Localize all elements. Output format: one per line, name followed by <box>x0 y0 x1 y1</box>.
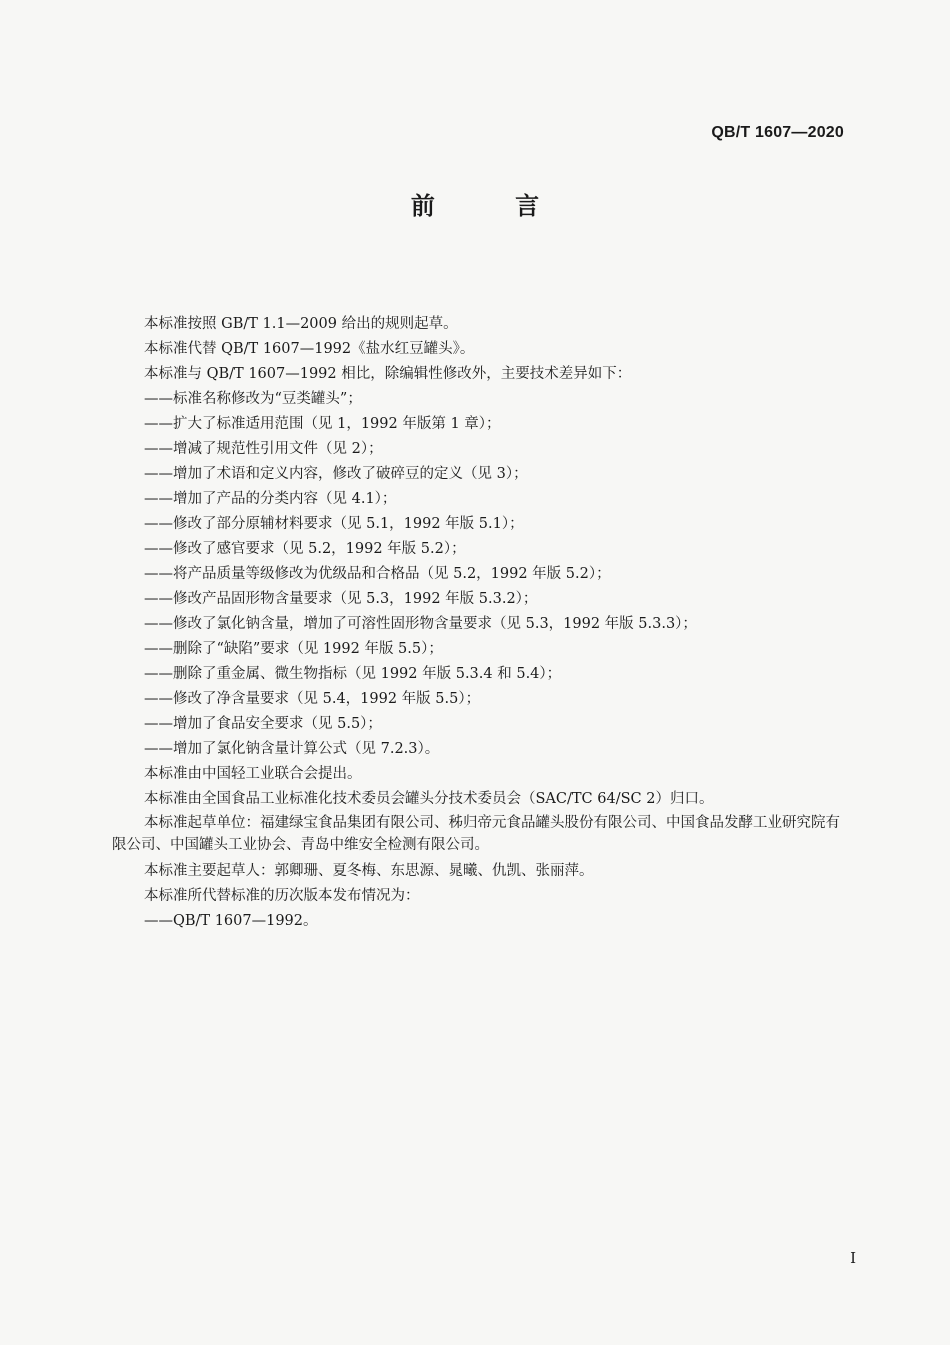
paragraph-drafters: 本标准主要起草人：郭卿珊、夏冬梅、东思源、晁曦、仇凯、张丽萍。 <box>144 863 594 879</box>
list-item: ——增加了食品安全要求（见 5.5）； <box>144 716 382 732</box>
changes-list <box>112 387 852 762</box>
page-title: 前 言 <box>410 192 576 220</box>
list-item: ——修改了部分原辅材料要求（见 5.1，1992 年版 5.1）； <box>144 516 524 532</box>
paragraph-proposed-by: 本标准由中国轻工业联合会提出。 <box>144 766 362 782</box>
list-item: ——修改了净含量要求（见 5.4，1992 年版 5.5）； <box>144 691 481 707</box>
list-item: ——增减了规范性引用文件（见 2）； <box>144 441 383 457</box>
page-number: I <box>850 1249 856 1267</box>
standard-number: QB/T 1607—2020 <box>711 124 844 141</box>
paragraph-differences-intro: 本标准与 QB/T 1607—1992 相比，除编辑性修改外，主要技术差异如下： <box>144 366 632 382</box>
paragraph-drafting-rule: 本标准按照 GB/T 1.1—2009 给出的规则起草。 <box>144 316 458 332</box>
list-item: ——修改产品固形物含量要求（见 5.3，1992 年版 5.3.2）； <box>144 591 538 607</box>
list-item: ——修改了氯化钠含量，增加了可溶性固形物含量要求（见 5.3，1992 年版 5.3.3）； <box>144 616 697 632</box>
history-item: ——QB/T 1607—1992。 <box>144 913 318 929</box>
paragraph-centralized-by: 本标准由全国食品工业标准化技术委员会罐头分技术委员会（SAC/TC 64/SC 2）归口。 <box>144 791 714 807</box>
list-item: ——删除了重金属、微生物指标（见 1992 年版 5.3.4 和 5.4）； <box>144 666 562 682</box>
foreword-body <box>112 312 852 934</box>
list-item: ——将产品质量等级修改为优级品和合格品（见 5.2，1992 年版 5.2）； <box>144 566 611 582</box>
list-item: ——增加了产品的分类内容（见 4.1）； <box>144 491 397 507</box>
list-item: ——增加了氯化钠含量计算公式（见 7.2.3）。 <box>144 741 440 757</box>
list-item: ——修改了感官要求（见 5.2，1992 年版 5.2）； <box>144 541 466 557</box>
paragraph-drafting-units: 本标准起草单位：福建绿宝食品集团有限公司、秭归帝元食品罐头股份有限公司、中国食品发酵工业研究院有限公司、中国罐头工业协会、青岛中维安全检测有限公司。 <box>112 815 840 853</box>
paragraph-history-intro: 本标准所代替标准的历次版本发布情况为： <box>144 888 420 904</box>
list-item: ——标准名称修改为“豆类罐头”； <box>144 391 362 407</box>
paragraph-replaces: 本标准代替 QB/T 1607—1992《盐水红豆罐头》。 <box>144 341 475 357</box>
list-item: ——扩大了标准适用范围（见 1，1992 年版第 1 章）； <box>144 416 501 432</box>
list-item: ——增加了术语和定义内容，修改了破碎豆的定义（见 3）； <box>144 466 528 482</box>
list-item: ——删除了“缺陷”要求（见 1992 年版 5.5）； <box>144 641 443 657</box>
